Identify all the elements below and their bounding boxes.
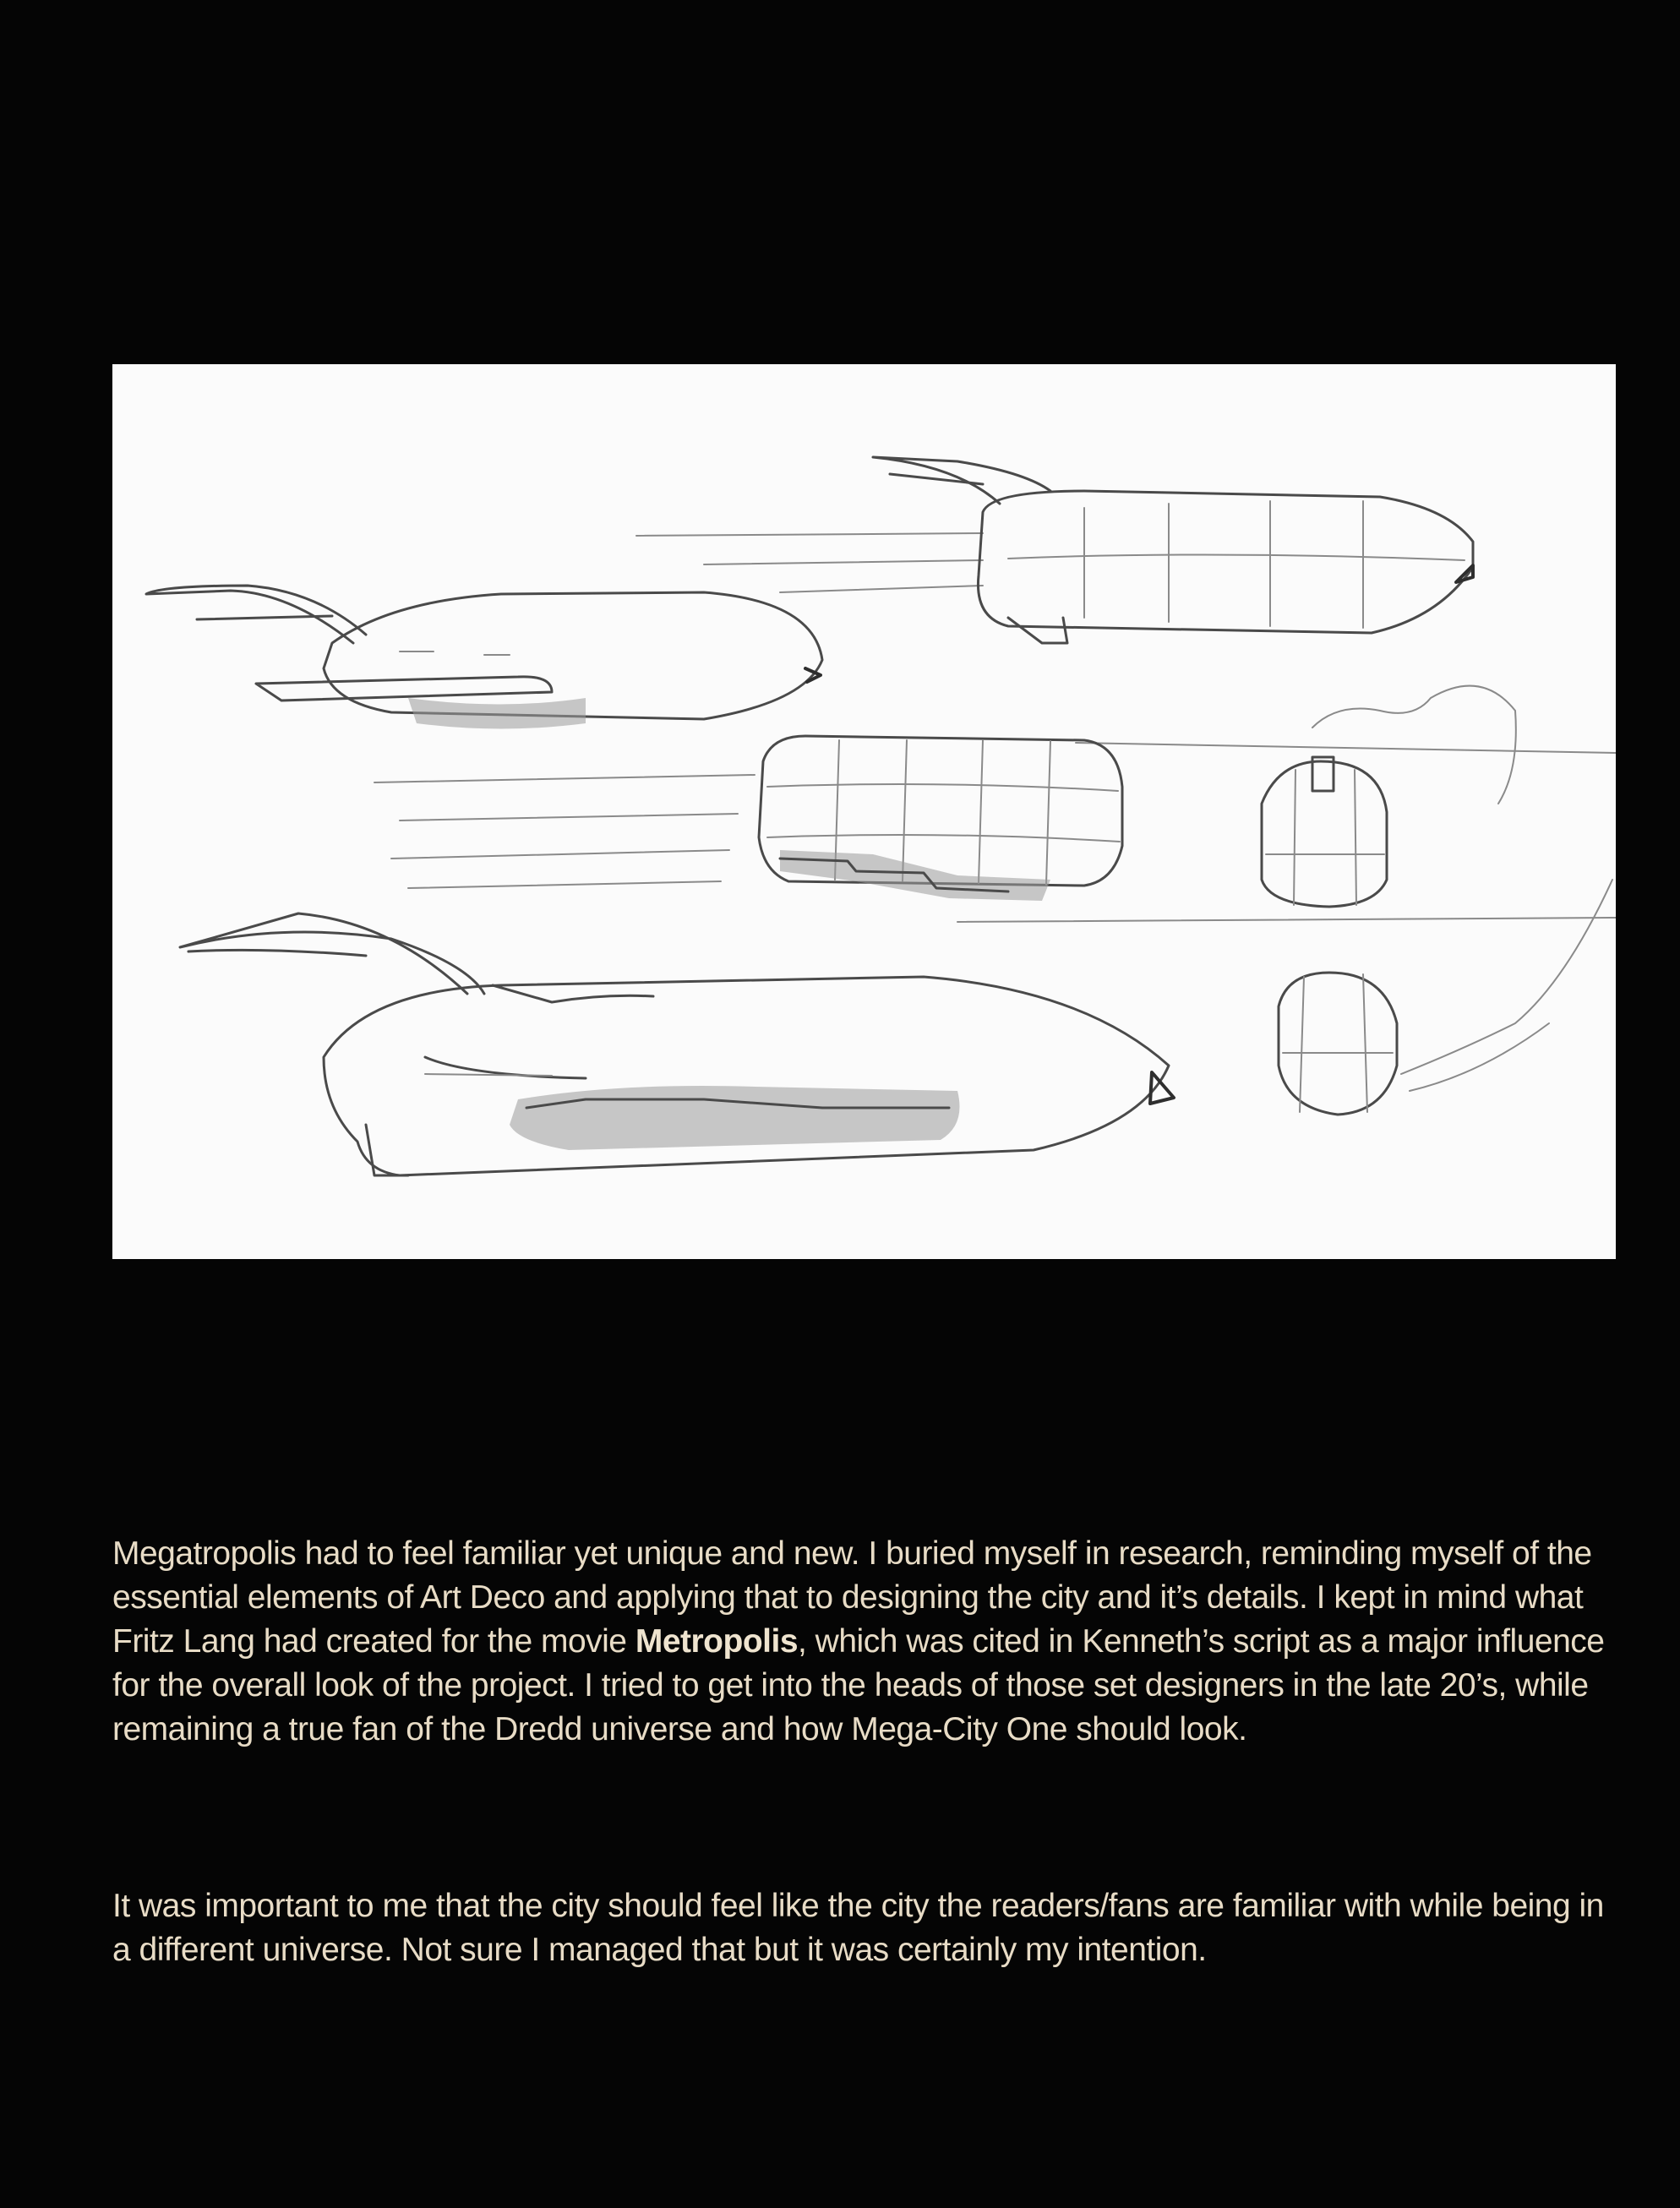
vehicle-left-upper: [146, 586, 822, 729]
body-paragraph-2: It was important to me that the city should feel like the city the readers/fans are familiar with while being in a different universe. Not sure I managed that but it was certainly my intention.: [112, 1888, 1604, 1968]
paragraph-text: Megatropolis had to feel familiar yet unique and new. I buried myself in research, reminding myself of the essential elements of Art Deco and applying that to designing the city and it’s details. I kept in mind what Fritz Lang had created for the movie: [112, 1535, 1592, 1660]
vehicle-center: [759, 736, 1122, 901]
vehicle-sketches-drawing: [112, 364, 1616, 1259]
concept-sketch-image: [112, 364, 1616, 1259]
vehicle-lower: [180, 913, 1174, 1175]
speed-lines: [374, 533, 1616, 922]
vehicle-top-right: [873, 457, 1473, 643]
paragraph-text: , which was cited in Kenneth’s script as a major influence for the overall look of the project. I tried to get into the heads of those set designers in the late 20’s, while remaining a true fan of the Dredd universe and how Mega-City One should look.: [112, 1623, 1605, 1747]
body-paragraph-1: [112, 1532, 1616, 1752]
film-title-metropolis: Metropolis: [635, 1623, 799, 1660]
